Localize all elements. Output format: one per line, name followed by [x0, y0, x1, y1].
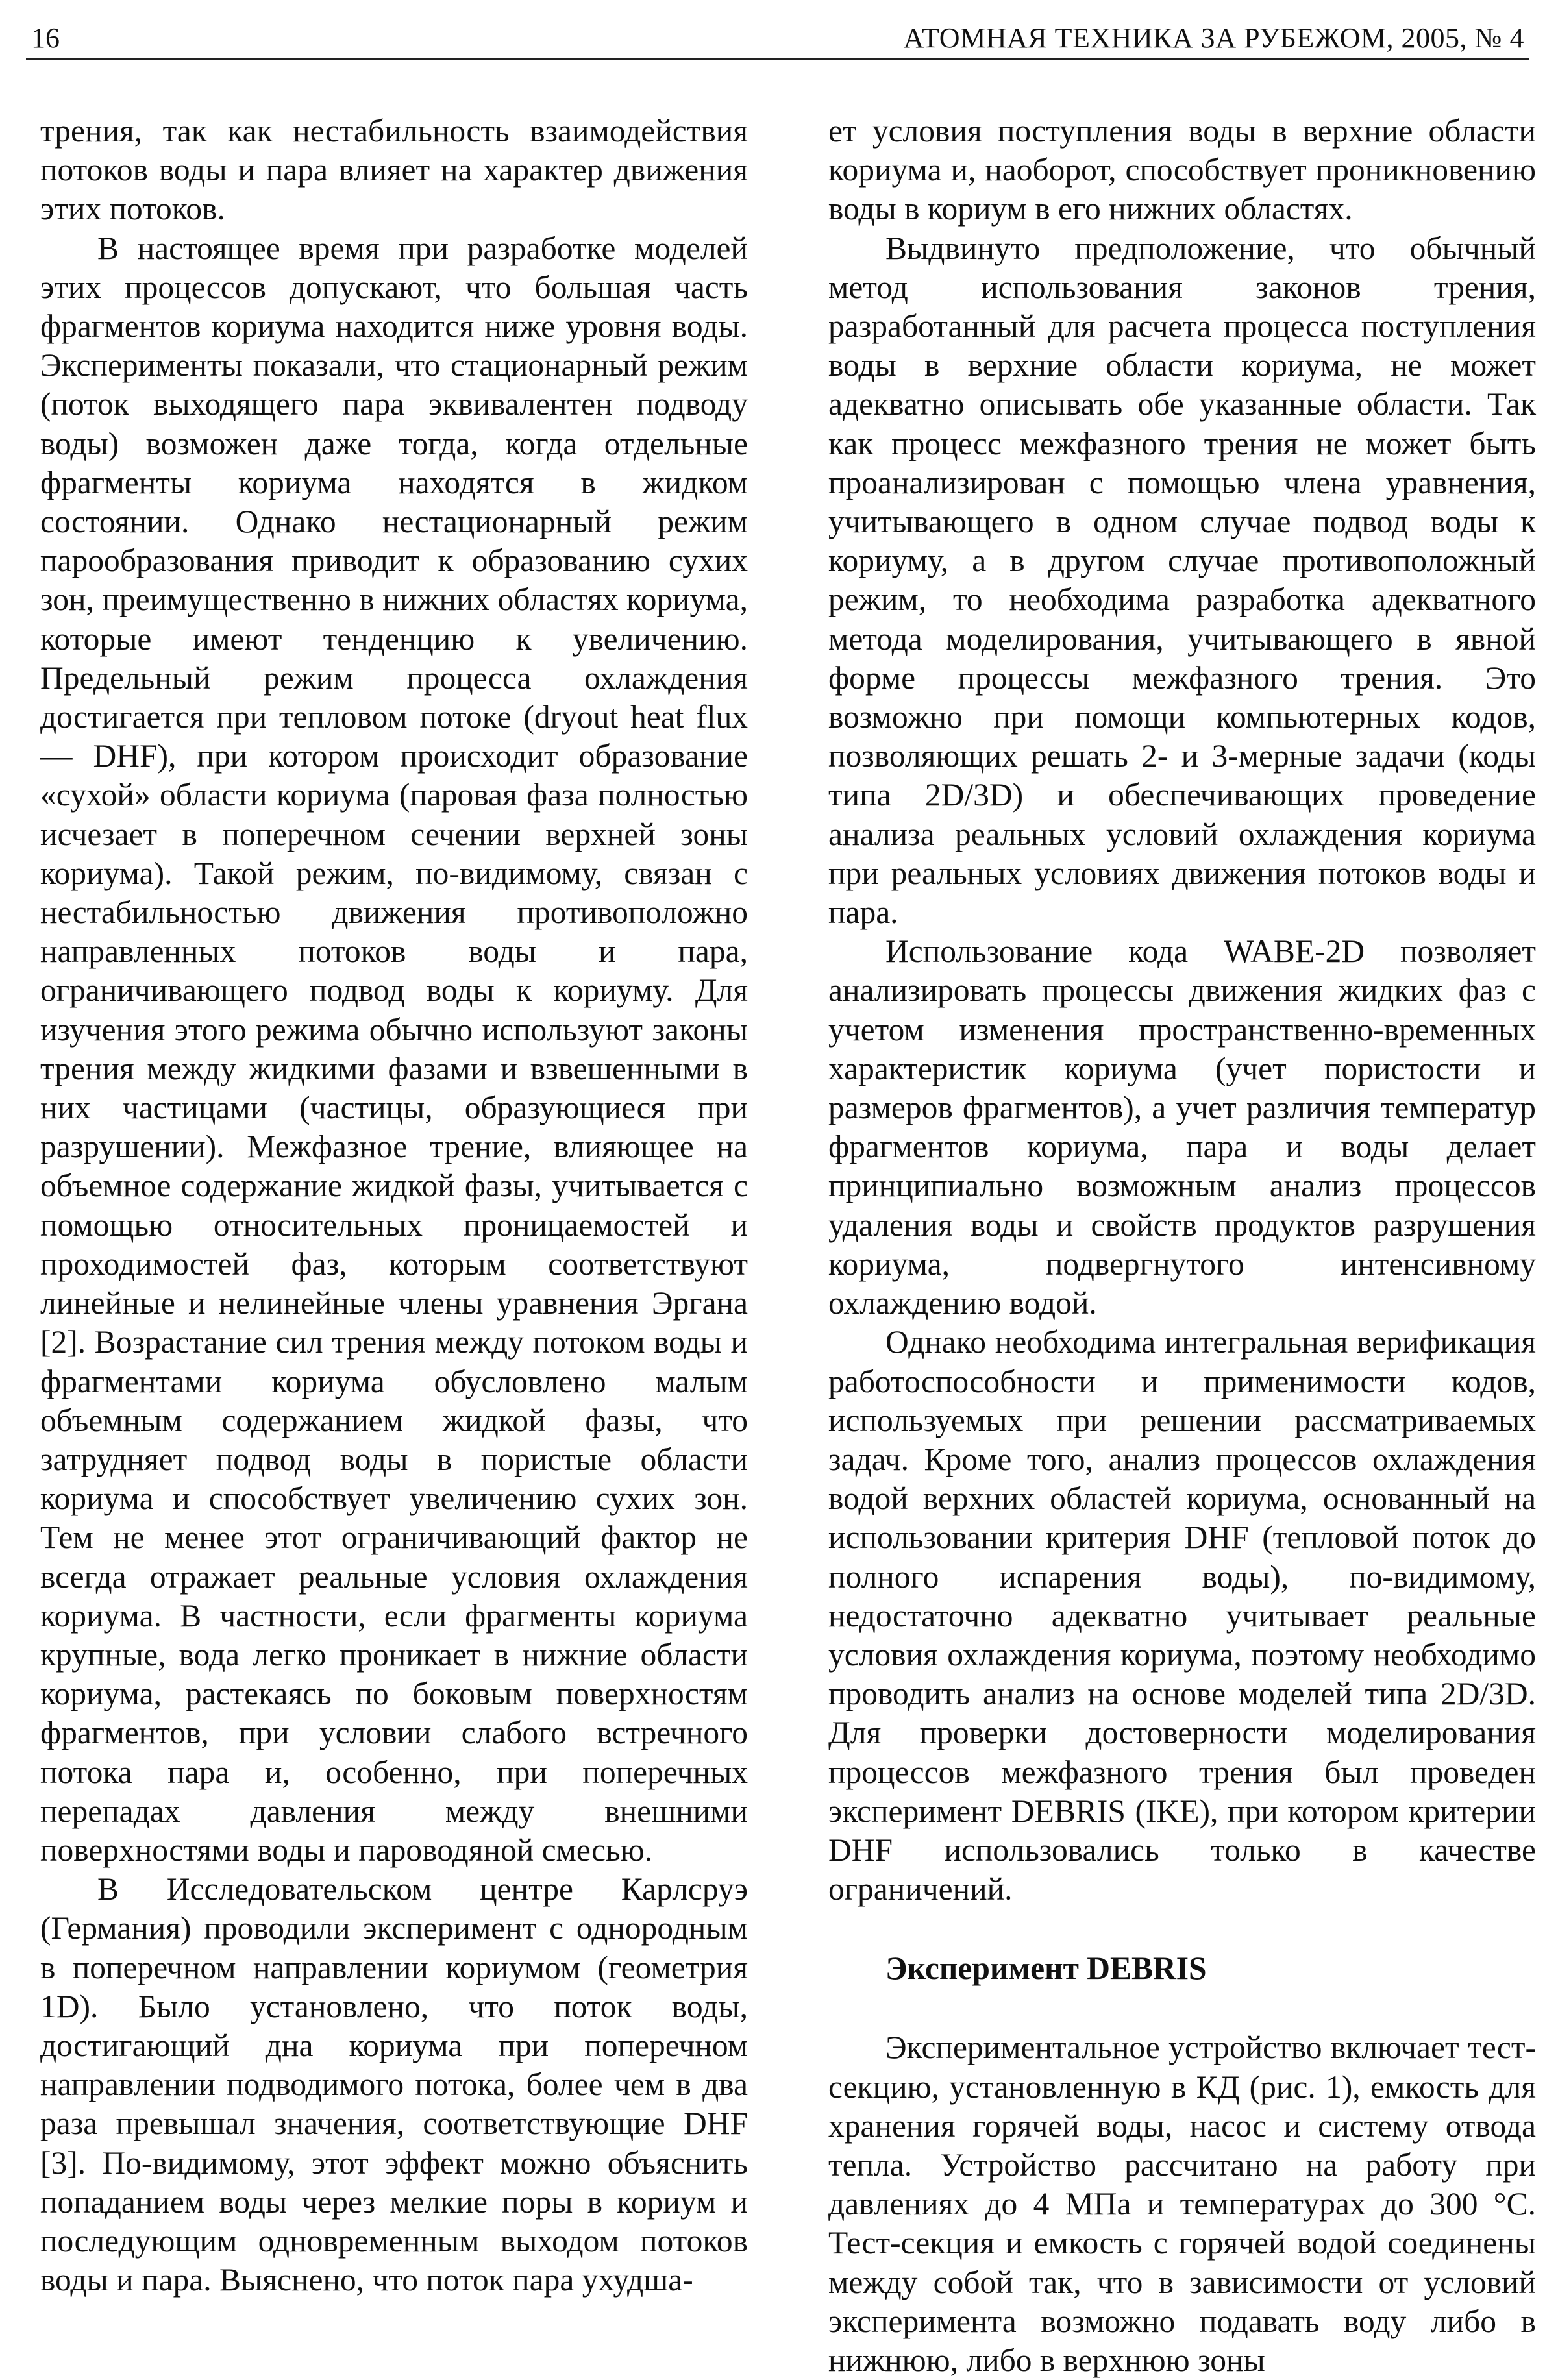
right-column: [828, 112, 1536, 2380]
paragraph: трения, так как нестабильность взаимодействия потоков воды и пара влияет на характер движения этих потоков.: [40, 113, 748, 227]
paragraph: Однако необходима интегральная верификация работоспособности и применимости кодов, используемых при решении рассматриваемых задач. Кроме того, анализ процессов охлаждения водой верхних областей кориума, основанный на использовании критерия DHF (тепловой поток до полного испарения воды), по-видимому, недостаточно адекватно учитывает реальные условия охлаждения кориума, поэтому необходимо проводить анализ на основе моделей типа 2D/3D. Для проверки достоверности моделирования процессов межфазного трения был проведен эксперимент DEBRIS (IKE), при котором критерии DHF использовались только в качестве ограничений.: [828, 1324, 1536, 1908]
paragraph: В Исследовательском центре Карлсруэ (Германия) проводили эксперимент с однородным в поперечном направлении кориумом (геометрия 1D). Было установлено, что поток воды, достигающий дна кориума при поперечном направлении подводимого потока, более чем в два раза превышал значения, соответствующие DHF [3]. По-видимому, этот эффект можно объяснить попаданием воды через мелкие поры в кориум и последующим одновременным выходом потоков воды и пара. Выяснено, что поток пара ухудша-: [40, 1871, 748, 2298]
left-column: [40, 112, 748, 2300]
paragraph: ет условия поступления воды в верхние области кориума и, наоборот, способствует проникновению воды в кориум в его нижних областях.: [828, 113, 1536, 227]
paragraph: В настоящее время при разработке моделей этих процессов допускают, что большая часть фрагментов кориума находится ниже уровня воды. Эксперименты показали, что стационарный режим (поток выходящего пара эквивалентен подводу воды) возможен даже тогда, когда отдельные фрагменты кориума находятся в жидком состоянии. Однако нестационарный режим парообразования приводит к образованию сухих зон, преимущественно в нижних областях кориума, которые имеют тенденцию к увеличению. Предельный режим процесса охлаждения достигается при тепловом потоке (dryout heat flux — DHF), при котором происходит образование «сухой» области кориума (паровая фаза полностью исчезает в поперечном сечении верхней зоны кориума). Такой режим, по-видимому, связан с нестабильностью движения противоположно направленных потоков воды и пара, ограничивающего подвод воды к кориуму. Для изучения этого режима обычно используют законы трения между жидкими фазами и взвешенными в них частицами (частицы, образующиеся при разрушении). Межфазное трение, влияющее на объемное содержание жидкой фазы, учитывается с помощью относительных проницаемостей и проходимостей фаз, которым соответствуют линейные и нелинейные члены уравнения Эргана [2]. Возрастание сил трения между потоком воды и фрагментами кориума обусловлено малым объемным содержанием жидкой фазы, что затрудняет подвод воды в пористые области кориума и способствует увеличению сухих зон. Тем не менее этот ограничивающий фактор не всегда отражает реальные условия охлаждения кориума. В частности, если фрагменты кориума крупные, вода легко проникает в нижние области кориума, растекаясь по боковым поверхностям фрагментов, при условии слабого встречного потока пара и, особенно, при поперечных перепадах давления между внешними поверхностями воды и пароводяной смесью.: [40, 230, 748, 1868]
page-number: 16: [31, 22, 60, 54]
running-header: [26, 19, 1529, 60]
journal-title: АТОМНАЯ ТЕХНИКА ЗА РУБЕЖОМ, 2005, № 4: [903, 22, 1524, 54]
section-heading: Эксперимент DEBRIS: [885, 1950, 1207, 1987]
paragraph: Выдвинуто предположение, что обычный метод использования законов трения, разработанный для расчета процесса поступления воды в верхние области кориума, не может адекватно описывать обе указанные области. Так как процесс межфазного трения не может быть проанализирован с помощью члена уравнения, учитывающего в одном случае подвод воды к кориуму, а в другом случае противоположный режим, то необходима разработка адекватного метода моделирования, учитывающего в явной форме процессы межфазного трения. Это возможно при помощи компьютерных кодов, позволяющих решать 2- и 3-мерные задачи (коды типа 2D/3D) и обеспечивающих проведение анализа реальных условий охлаждения кориума при реальных условиях движения потоков воды и пара.: [828, 230, 1536, 931]
paragraph: Экспериментальное устройство включает тест-секцию, установленную в КД (рис. 1), емкость для хранения горячей воды, насос и систему отвода тепла. Устройство рассчитано на работу при давлениях до 4 МПа и температурах до 300 °С. Тест-секция и емкость с горячей водой соединены между собой так, что в зависимости от условий эксперимента возможно подавать воду либо в нижнюю, либо в верхнюю зоны: [828, 2030, 1536, 2378]
paragraph: Использование кода WABE-2D позволяет анализировать процессы движения жидких фаз с учетом изменения пространственно-временных характеристик кориума (учет пористости и размеров фрагментов), а учет различия температур фрагментов кориума, пара и воды делает принципиально возможным анализ процессов удаления воды и свойств продуктов разрушения кориума, подвергнутого интенсивному охлаждению водой.: [828, 933, 1536, 1321]
